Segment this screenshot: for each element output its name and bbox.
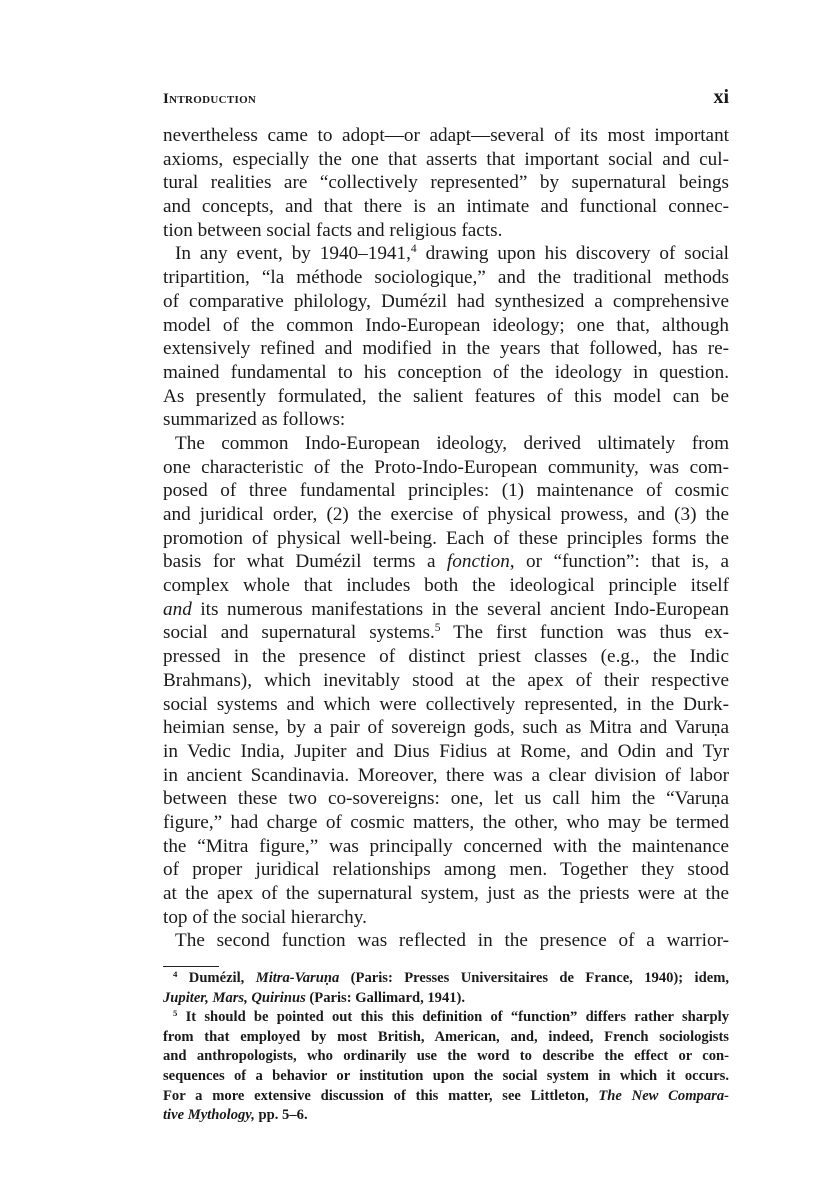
text-line — [163, 124, 729, 148]
text-line — [163, 219, 729, 243]
footnote-line — [163, 1067, 729, 1087]
page-header — [163, 86, 729, 110]
text-line — [163, 669, 729, 693]
text-line — [163, 266, 729, 290]
text-run: or “function”: that is, a — [514, 551, 729, 573]
footnote-line — [163, 1028, 729, 1048]
text-run: The common Indo-European ideology, derived ultimately from — [175, 432, 729, 454]
text-run: of proper juridical relationships among men. Together they stood — [163, 859, 729, 881]
footnote-line — [163, 1087, 729, 1107]
text-run: tural realities are “collectively represented” by supernatural beings — [163, 172, 729, 194]
text-line — [163, 432, 729, 456]
text-run: promotion of physical well-being. Each of these principles forms the — [163, 527, 729, 549]
text-run: The first function was thus ex- — [440, 622, 729, 644]
footnote-marker: 5 — [173, 1007, 178, 1018]
text-line — [163, 693, 729, 717]
text-line — [163, 527, 729, 551]
text-run: For a more extensive discussion of this matter, see Littleton, — [163, 1087, 599, 1104]
footnotes — [163, 969, 729, 1126]
text-line — [163, 740, 729, 764]
text-line — [163, 361, 729, 385]
text-run: its numerous manifestations in the several ancient Indo-European — [191, 598, 729, 620]
text-run: figure,” had charge of cosmic matters, the other, who may be termed — [163, 811, 729, 833]
text-run: The second function was reflected in the presence of a warrior- — [175, 930, 729, 952]
text-run: (Paris: Presses Universitaires de France, 1940); idem, — [339, 970, 729, 986]
text-run: (Paris: Gallimard, 1941). — [305, 989, 466, 1006]
italic-text: and — [163, 598, 192, 620]
text-run: social and supernatural systems. — [163, 622, 435, 644]
text-run: axioms, especially the one that asserts that important social and cul- — [163, 148, 729, 170]
italic-text: The New Compara- — [598, 1087, 729, 1104]
text-run: top of the social hierarchy. — [163, 906, 367, 928]
text-line — [163, 835, 729, 859]
footnote-line — [163, 969, 729, 989]
text-run: complex whole that includes both the ideological principle itself — [163, 575, 729, 597]
text-line — [163, 929, 729, 953]
text-line — [163, 621, 729, 645]
text-line — [163, 408, 729, 432]
text-run: mained fundamental to his conception of the ideology in question. — [163, 361, 729, 383]
text-run: drawing upon his discovery of social — [416, 243, 729, 265]
text-run: heimian sense, by a pair of sovereign gods, such as Mitra and Varuṇa — [163, 717, 729, 739]
text-line — [163, 148, 729, 172]
footnote-line — [163, 989, 729, 1009]
text-run: the “Mitra figure,” was principally concerned with the maintenance — [163, 835, 729, 857]
text-run: nevertheless came to adopt—or adapt—several of its most important — [163, 125, 729, 146]
text-line — [163, 645, 729, 669]
text-line — [163, 906, 729, 930]
text-line — [163, 503, 729, 527]
text-run: Brahmans), which inevitably stood at the apex of their respective — [163, 669, 729, 691]
text-line — [163, 787, 729, 811]
text-run: of comparative philology, Dumézil had synthesized a comprehensive — [163, 290, 729, 312]
text-line — [163, 764, 729, 788]
text-line — [163, 242, 729, 266]
text-run: summarized as follows: — [163, 409, 346, 431]
text-line — [163, 385, 729, 409]
text-run: and juridical order, (2) the exercise of physical prowess, and (3) the — [163, 504, 729, 525]
italic-text: fonction, — [446, 551, 515, 573]
text-run: posed of three fundamental principles: (1) maintenance of cosmic — [163, 480, 729, 502]
text-run: Dumézil, — [177, 970, 256, 986]
footnote-marker: 4 — [410, 243, 417, 256]
text-line — [163, 882, 729, 906]
text-run: In any event, by 1940–1941, — [175, 243, 411, 265]
text-run: pressed in the presence of distinct priest classes (e.g., the Indic — [163, 646, 729, 668]
text-run: extensively refined and modified in the years that followed, has re- — [163, 338, 729, 360]
text-run: from that employed by most British, American, and, indeed, French sociologists — [163, 1028, 729, 1045]
text-line — [163, 598, 729, 622]
text-run: basis for what Dumézil terms a — [163, 551, 447, 573]
text-line — [163, 574, 729, 598]
footnote-divider — [163, 966, 219, 967]
text-run: It should be pointed out this this definition of “function” differs rather sharply — [177, 1009, 729, 1026]
text-line — [163, 550, 729, 574]
footnote-line — [163, 1008, 729, 1028]
text-line — [163, 858, 729, 882]
footnote-line — [163, 1106, 729, 1126]
text-run: and concepts, and that there is an intimate and functional connec- — [163, 196, 729, 218]
text-run: As presently formulated, the salient features of this model can be — [163, 385, 729, 407]
text-line — [163, 456, 729, 480]
text-run: model of the common Indo-European ideology; one that, although — [163, 314, 729, 336]
text-run: and anthropologists, who ordinarily use the word to describe the effect or con- — [163, 1048, 729, 1065]
running-head: Introduction — [163, 91, 257, 107]
text-run: tripartition, “la méthode sociologique,” and the traditional methods — [163, 267, 729, 289]
footnote-marker: 4 — [173, 968, 178, 979]
text-run: one characteristic of the Proto-Indo-European community, was com- — [163, 456, 729, 478]
text-line — [163, 195, 729, 219]
footnote-marker: 5 — [434, 622, 441, 635]
text-line — [163, 811, 729, 835]
text-run: at the apex of the supernatural system, just as the priests were at the — [163, 883, 729, 904]
text-run: sequences of a behavior or institution upon the social system in which it occurs. — [163, 1067, 729, 1084]
italic-text: Jupiter, Mars, Quirinus — [163, 989, 306, 1006]
text-run: tion between social facts and religious facts. — [163, 219, 503, 241]
footnote-line — [163, 1047, 729, 1067]
body-text — [163, 124, 729, 953]
text-line — [163, 290, 729, 314]
text-run: in Vedic India, Jupiter and Dius Fidius at Rome, and Odin and Tyr — [163, 740, 729, 762]
text-line — [163, 337, 729, 361]
text-line — [163, 171, 729, 195]
text-run: between these two co-sovereigns: one, let us call him the “Varuṇa — [163, 788, 729, 810]
page-number: xi — [713, 86, 729, 108]
italic-text: tive Mythology, — [163, 1107, 255, 1124]
text-run: social systems and which were collectively represented, in the Durk- — [163, 693, 729, 715]
text-line — [163, 314, 729, 338]
italic-text: Mitra-Varuṇa — [255, 970, 340, 986]
text-line — [163, 479, 729, 503]
text-line — [163, 716, 729, 740]
text-run: in ancient Scandinavia. Moreover, there was a clear division of labor — [163, 764, 729, 786]
text-run: pp. 5–6. — [254, 1107, 308, 1124]
